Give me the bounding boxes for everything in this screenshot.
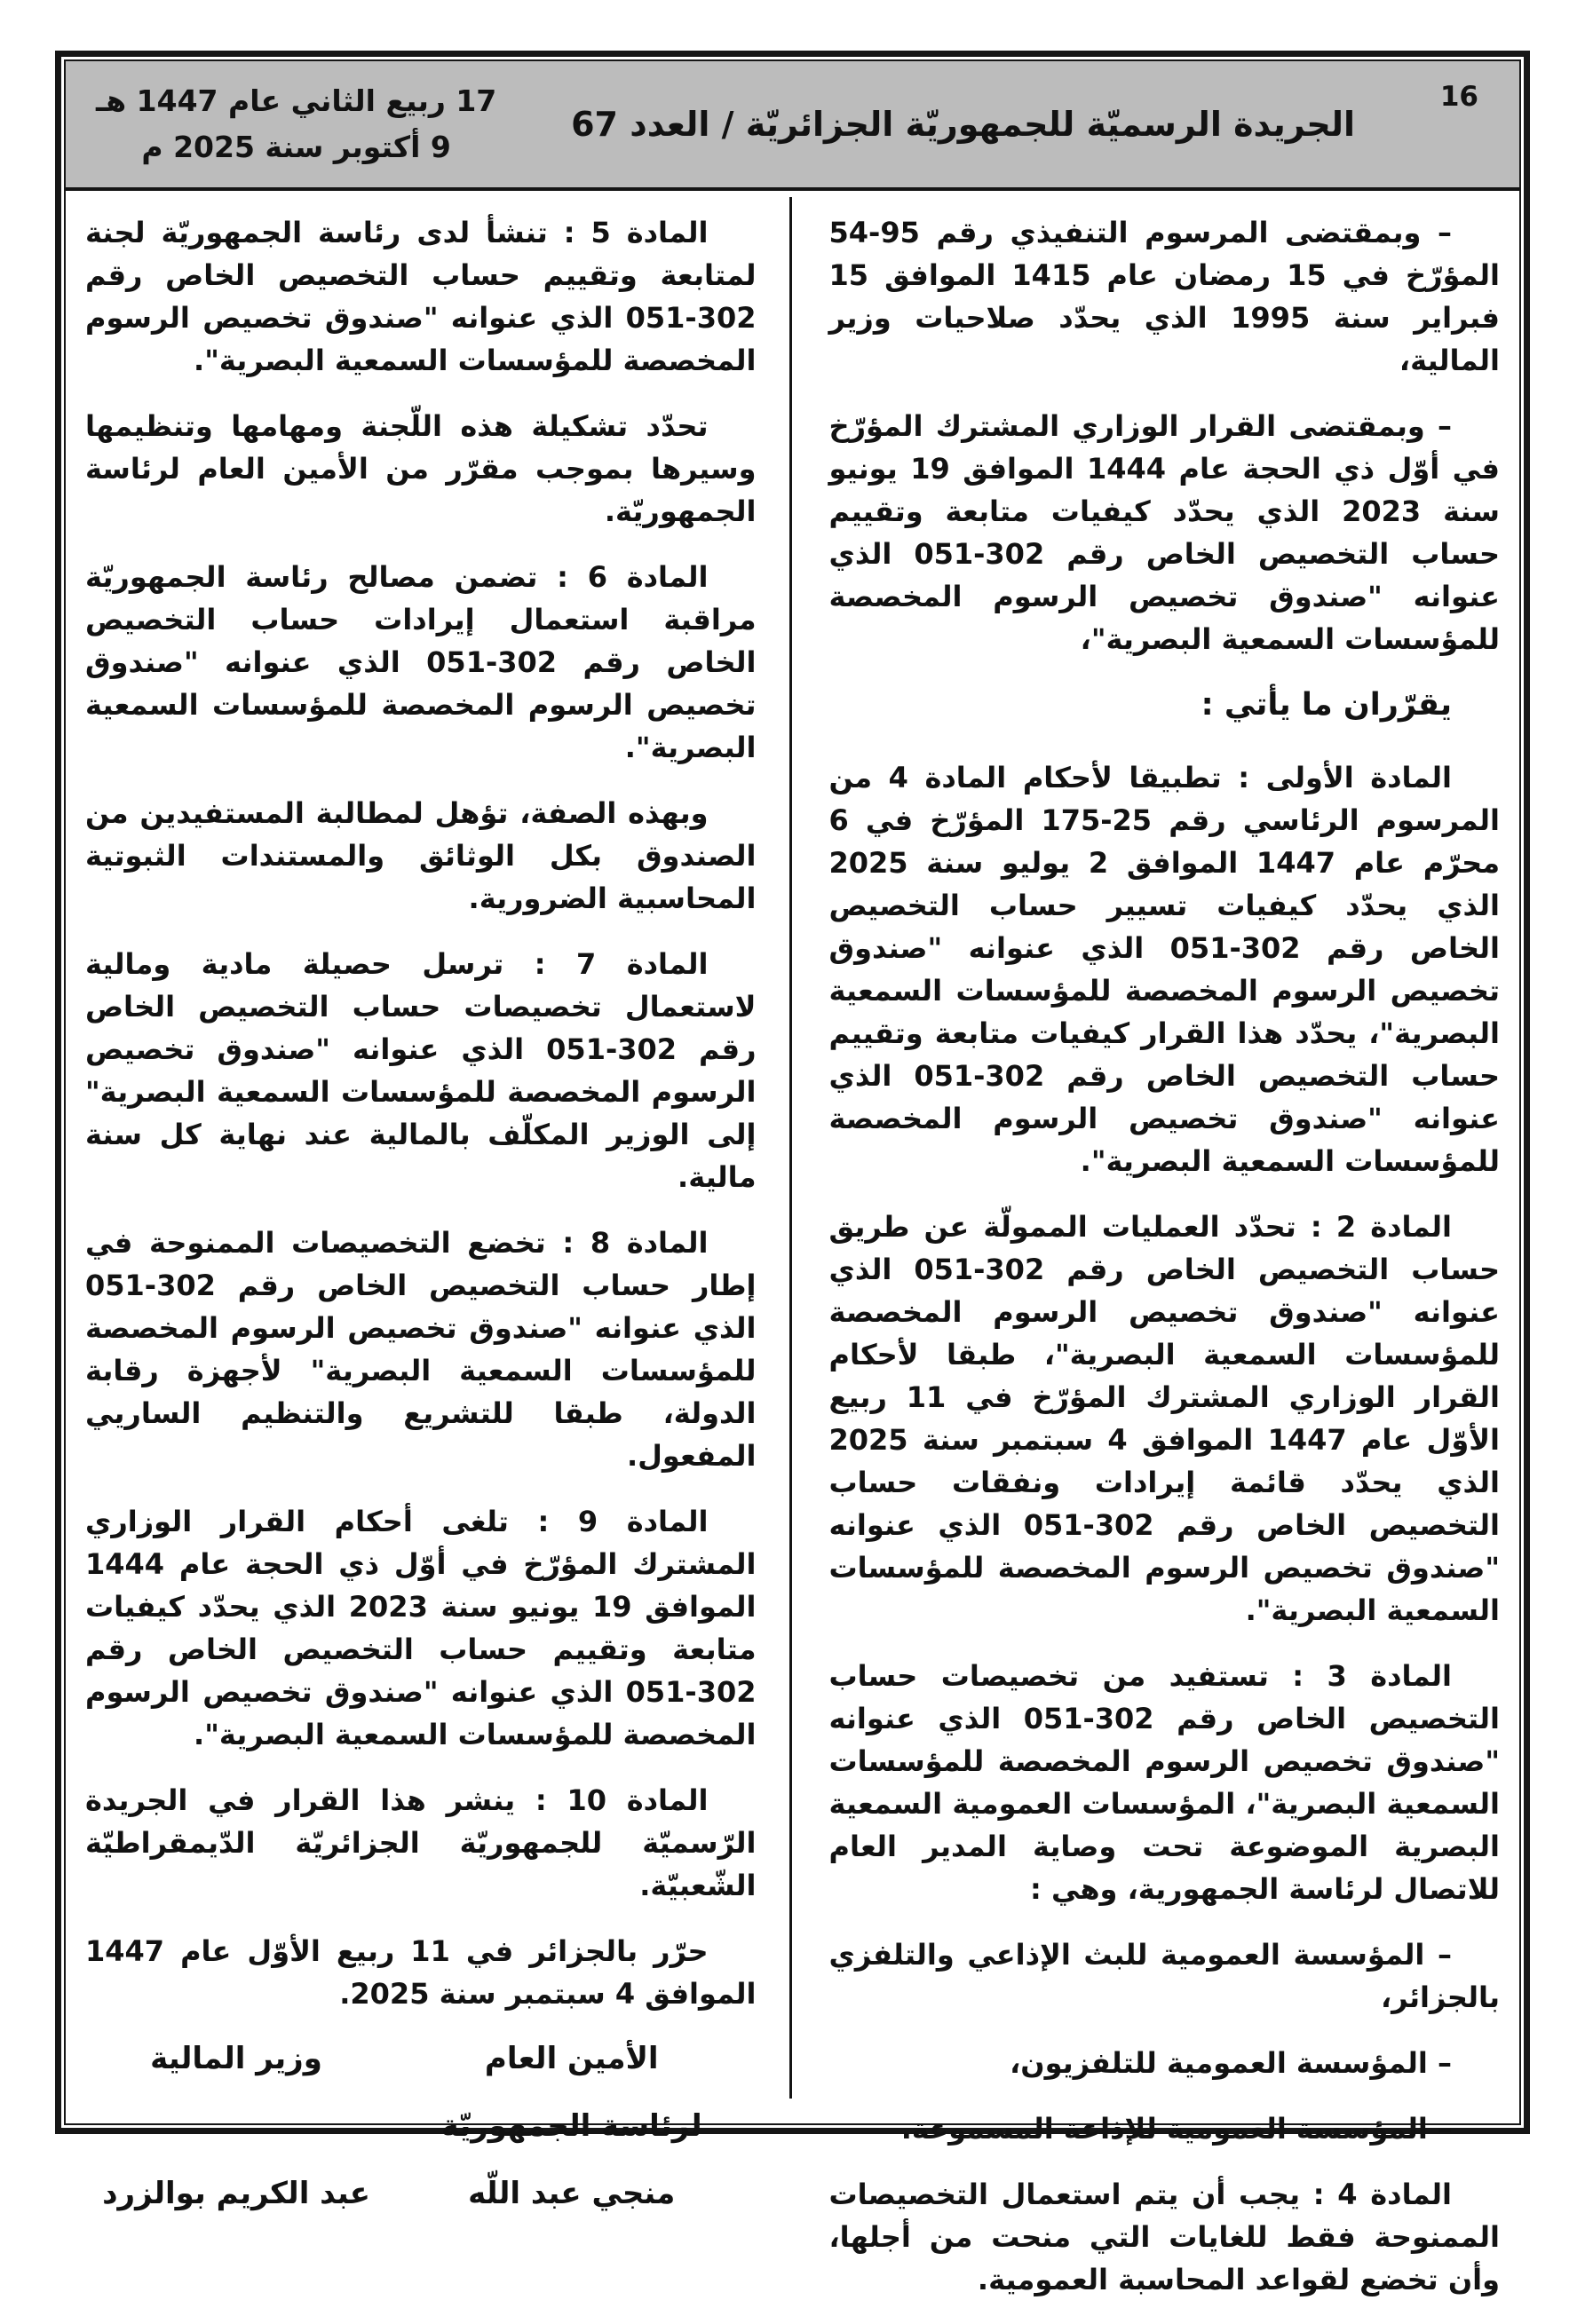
article-6 [85, 556, 757, 769]
article-label: المادة 9 : [508, 1505, 709, 1538]
article-4 [829, 2173, 1501, 2301]
article-label: المادة 3 : [1268, 1659, 1453, 1693]
article-label: المادة 7 : [503, 947, 709, 981]
article-2 [829, 1205, 1501, 1632]
paragraph-text: – المؤسسة العمومية للتلفزيون، [1010, 2046, 1452, 2080]
article-label: المادة 2 : [1296, 1210, 1453, 1244]
gazette-title: الجريدة الرسميّة للجمهوريّة الجزائريّة / العدد 67 [571, 105, 1356, 144]
article-5-paragraph-2 [85, 405, 757, 533]
list-item-institution-1 [829, 1933, 1501, 2019]
paragraph-text: وبهذه الصفة، تؤهل لمطالبة المستفيدين من الصندوق بكل الوثائق والمستندات الثبوتية المحاسبية الضرورية. [85, 796, 757, 915]
right-column [819, 199, 1511, 2324]
signature-block [85, 2038, 757, 2214]
signatory-title: الأمين العام [484, 2041, 659, 2076]
left-column [75, 199, 767, 2324]
article-label: المادة 4 : [1300, 2178, 1453, 2211]
article-1 [829, 756, 1501, 1182]
article-label: المادة 8 : [545, 1226, 709, 1260]
article-label: المادة 5 : [547, 216, 709, 249]
article-7 [85, 943, 757, 1198]
list-item-institution-3 [829, 2107, 1501, 2150]
paragraph-text: – وبمقتضى القرار الوزاري المشترك المؤرّخ في أوّل ذي الحجة عام 1444 الموافق 19 يونيو سنة 2023 الذي يحدّد كيفيات متابعة وتقييم حساب التخصيص الخاص رقم 302-051 الذي عنوانه "صندوق تخصيص الرسوم المخصصة للمؤسسات السمعية البصرية"، [828, 409, 1501, 656]
article-10 [85, 1779, 757, 1907]
hijri-date: 17 ربيع الثاني عام 1447 هـ [96, 83, 497, 118]
paragraph-text: يقرّران ما يأتي : [1201, 687, 1452, 723]
signature-finance-minister [85, 2038, 387, 2214]
header-band [66, 61, 1519, 191]
signatory-title: لرئاسة الجمهوريّة [440, 2108, 702, 2144]
article-label: المادة 10 : [515, 1783, 709, 1817]
paragraph-text: ترسل حصيلة مادية ومالية لاستعمال تخصيصات حساب التخصيص الخاص رقم 302-051 الذي عنوانه "صندوق تخصيص الرسوم المخصصة للمؤسسات السمعية البصرية" إلى الوزير المكلّف بالمالية عند نهاية كل سنة مالية. [85, 947, 757, 1194]
article-9 [85, 1500, 757, 1756]
paragraph-text: تضمن مصالح رئاسة الجمهوريّة مراقبة استعمال إيرادات حساب التخصيص الخاص رقم 302-051 الذي عنوانه "صندوق تخصيص الرسوم المخصصة للمؤسسات السمعية البصرية". [85, 560, 757, 764]
paragraph-text: تطبيقا لأحكام المادة 4 من المرسوم الرئاسي رقم 25-175 المؤرّخ في 6 محرّم عام 1447 الموافق 2 يوليو سنة 2025 الذي يحدّد كيفيات تسيير حساب التخصيص الخاص رقم 302-051 الذي عنوانه "صندوق تخصيص الرسوم المخصصة للمؤسسات السمعية البصرية"، يحدّد هذا القرار كيفيات متابعة وتقييم حساب التخصيص الخاص رقم 302-051 الذي عنوانه "صندوق تخصيص الرسوم المخصصة للمؤسسات السمعية البصرية". [828, 761, 1501, 1178]
list-item-institution-2 [829, 2042, 1501, 2084]
paragraph-text: – المؤسسة العمومية للإذاعة المسموعة. [900, 2112, 1452, 2146]
article-5 [85, 211, 757, 382]
article-label: المادة 6 : [537, 560, 709, 594]
signatory-name: عبد الكريم بوالزرد [102, 2176, 370, 2211]
issue-dates [66, 78, 527, 170]
paragraph-visa-arrete [829, 405, 1501, 660]
article-label: المادة الأولى : [1221, 761, 1453, 794]
paragraph-text: حرّر بالجزائر في 11 ربيع الأوّل عام 1447 الموافق 4 سبتمبر سنة 2025. [85, 1934, 757, 2011]
paragraph-text: تنشأ لدى رئاسة الجمهوريّة لجنة لمتابعة وتقييم حساب التخصيص الخاص رقم 302-051 الذي عنوانه "صندوق تخصيص الرسوم المخصصة للمؤسسات السمعية البصرية". [85, 216, 757, 377]
page-number: 16 [1439, 81, 1478, 113]
signature-secretary-general [387, 2038, 757, 2214]
signatory-title: وزير المالية [150, 2041, 322, 2076]
paragraph-text: – المؤسسة العمومية للبث الإذاعي والتلفزي بالجزائر، [828, 1938, 1500, 2014]
closing-date-line [85, 1930, 757, 2015]
signatory-name: منجي عبد اللّه [468, 2176, 676, 2211]
paragraph-text: تلغى أحكام القرار الوزاري المشترك المؤرّخ في أوّل ذي الحجة عام 1444 الموافق 19 يونيو سنة 2023 الذي يحدّد كيفيات متابعة وتقييم حساب التخصيص الخاص رقم 302-051 الذي عنوانه "صندوق تخصيص الرسوم المخصصة للمؤسسات السمعية البصرية". [85, 1505, 757, 1751]
paragraph-text: تستفيد من تخصيصات حساب التخصيص الخاص رقم 302-051 الذي عنوانه "صندوق تخصيص الرسوم المخصصة للمؤسسات السمعية البصرية"، المؤسسات العمومية السمعية البصرية الموضوعة تحت وصاية المدير العام للاتصال لرئاسة الجمهورية، وهي : [828, 1659, 1501, 1906]
page-columns [75, 199, 1510, 2324]
paragraph-text: يجب أن يتم استعمال التخصيصات الممنوحة فقط للغايات التي منحت من أجلها، وأن تخضع لقواعد المحاسبة العمومية. [828, 2178, 1500, 2296]
paragraph-text: ينشر هذا القرار في الجريدة الرّسميّة للجمهوريّة الجزائريّة الدّيمقراطيّة الشّعبيّة. [85, 1783, 757, 1902]
article-8 [85, 1221, 757, 1477]
paragraph-text: تحدّد تشكيلة هذه اللّجنة ومهامها وتنظيمها وسيرها بموجب مقرّر من الأمين العام لرئاسة الجمهوريّة. [85, 409, 757, 528]
paragraph-text: – وبمقتضى المرسوم التنفيذي رقم 95-54 المؤرّخ في 15 رمضان عام 1415 الموافق 15 فبراير سنة 1995 الذي يحدّد صلاحيات وزير المالية، [828, 216, 1501, 377]
article-6-paragraph-2 [85, 792, 757, 920]
paragraph-text: تحدّد العمليات الممولّة عن طريق حساب التخصيص الخاص رقم 302-051 الذي عنوانه "صندوق تخصيص الرسوم المخصصة للمؤسسات السمعية البصرية"، طبقا لأحكام القرار الوزاري المشترك المؤرّخ في 11 ربيع الأوّل عام 1447 الموافق 4 سبتمبر سنة 2025 الذي يحدّد قائمة إيرادات ونفقات حساب التخصيص الخاص رقم 302-051 الذي عنوانه "صندوق تخصيص الرسوم المخصصة للمؤسسات السمعية البصرية". [828, 1210, 1501, 1627]
article-3 [829, 1655, 1501, 1910]
gregorian-date: 9 أكتوبر سنة 2025 م [141, 130, 451, 164]
decision-heading [829, 684, 1501, 726]
paragraph-text: تخضع التخصيصات الممنوحة في إطار حساب التخصيص الخاص رقم 302-051 الذي عنوانه "صندوق تخصيص الرسوم المخصصة للمؤسسات السمعية البصرية" لأجهزة رقابة الدولة، طبقا للتشريع والتنظيم الساريي المفعول. [85, 1226, 757, 1473]
paragraph-visa-decree [829, 211, 1501, 382]
